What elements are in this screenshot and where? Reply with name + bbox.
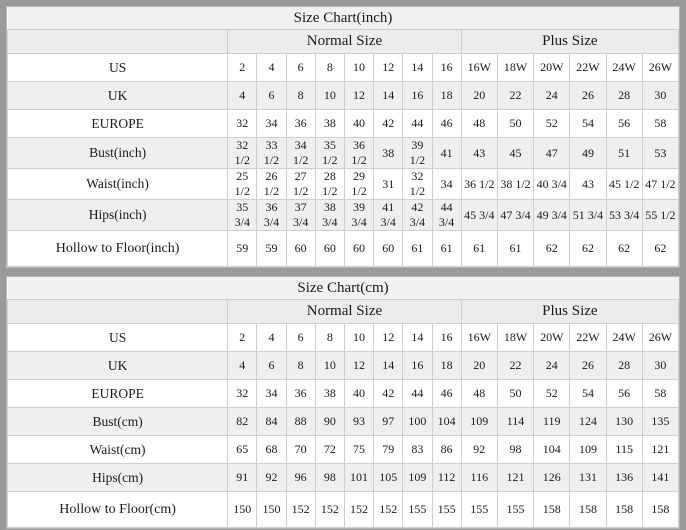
cell: 109 [570, 436, 606, 464]
cell: 30 [642, 352, 678, 380]
cell: 30 [642, 82, 678, 110]
row-label-uk: UK [8, 352, 228, 380]
cell: 60 [344, 231, 373, 267]
cell: 65 [228, 436, 257, 464]
cell: 38 [315, 110, 344, 138]
cell: 38 [374, 138, 403, 169]
cell: 16W [461, 54, 497, 82]
cell: 39 3/4 [344, 200, 373, 231]
cell: 84 [257, 408, 286, 436]
cell: 6 [286, 324, 315, 352]
cell: 72 [315, 436, 344, 464]
cell: 75 [344, 436, 373, 464]
cell: 155 [461, 492, 497, 528]
cell: 39 1/2 [403, 138, 432, 169]
cm-group-blank [8, 300, 228, 324]
cell: 14 [374, 82, 403, 110]
cell: 27 1/2 [286, 169, 315, 200]
table-row [8, 380, 679, 408]
cell: 40 [344, 380, 373, 408]
cell: 62 [642, 231, 678, 267]
table-row [8, 54, 679, 82]
cell: 61 [432, 231, 461, 267]
cell: 14 [403, 54, 432, 82]
cell: 24W [606, 54, 642, 82]
cell: 12 [374, 324, 403, 352]
cm-group-normal: Normal Size [228, 300, 462, 324]
cell: 40 [344, 110, 373, 138]
cell: 26 [570, 82, 606, 110]
cell: 10 [315, 82, 344, 110]
cell: 52 [534, 110, 570, 138]
cell: 18 [432, 82, 461, 110]
cell: 10 [315, 352, 344, 380]
cell: 4 [228, 82, 257, 110]
cell: 24 [534, 82, 570, 110]
cell: 109 [461, 408, 497, 436]
cell: 158 [642, 492, 678, 528]
cell: 4 [228, 352, 257, 380]
cell: 51 [606, 138, 642, 169]
cell: 16 [432, 324, 461, 352]
cell: 79 [374, 436, 403, 464]
cell: 59 [228, 231, 257, 267]
cell: 112 [432, 464, 461, 492]
cell: 50 [497, 380, 533, 408]
cell: 43 [570, 169, 606, 200]
cell: 61 [403, 231, 432, 267]
cell: 90 [315, 408, 344, 436]
cell: 116 [461, 464, 497, 492]
cell: 97 [374, 408, 403, 436]
cell: 29 1/2 [344, 169, 373, 200]
cell: 18W [497, 324, 533, 352]
inch-title: Size Chart(inch) [8, 7, 679, 30]
cell: 8 [315, 324, 344, 352]
cell: 41 [432, 138, 461, 169]
table-row [8, 138, 679, 169]
cell: 34 [432, 169, 461, 200]
cell: 49 [570, 138, 606, 169]
cell: 62 [570, 231, 606, 267]
cell: 152 [344, 492, 373, 528]
table-row [8, 408, 679, 436]
cell: 24W [606, 324, 642, 352]
cell: 61 [497, 231, 533, 267]
inch-group-normal: Normal Size [228, 30, 462, 54]
cell: 104 [534, 436, 570, 464]
cell: 42 3/4 [403, 200, 432, 231]
cell: 98 [315, 464, 344, 492]
row-label-hollow-to-floor: Hollow to Floor(inch) [8, 231, 228, 267]
cell: 25 1/2 [228, 169, 257, 200]
cell: 14 [403, 324, 432, 352]
cell: 20W [534, 324, 570, 352]
cell: 135 [642, 408, 678, 436]
size-chart-cm-table [7, 277, 679, 528]
row-label-uk: UK [8, 82, 228, 110]
cell: 92 [461, 436, 497, 464]
cell: 26W [642, 324, 678, 352]
table-row [8, 492, 679, 528]
cell: 20 [461, 82, 497, 110]
cell: 136 [606, 464, 642, 492]
cell: 155 [432, 492, 461, 528]
cell: 54 [570, 380, 606, 408]
row-label-us: US [8, 54, 228, 82]
cell: 22 [497, 82, 533, 110]
cell: 22 [497, 352, 533, 380]
cell: 40 3/4 [534, 169, 570, 200]
cell: 126 [534, 464, 570, 492]
cell: 26 [570, 352, 606, 380]
cell: 44 [403, 380, 432, 408]
cell: 91 [228, 464, 257, 492]
cell: 33 1/2 [257, 138, 286, 169]
cell: 58 [642, 380, 678, 408]
row-label-hips: Hips(cm) [8, 464, 228, 492]
cell: 61 [461, 231, 497, 267]
row-label-waist: Waist(cm) [8, 436, 228, 464]
table-row [8, 110, 679, 138]
table-row [8, 200, 679, 231]
cell: 152 [315, 492, 344, 528]
table-row [8, 464, 679, 492]
cell: 20 [461, 352, 497, 380]
cell: 37 3/4 [286, 200, 315, 231]
row-label-europe: EUROPE [8, 110, 228, 138]
cell: 10 [344, 324, 373, 352]
cell: 28 1/2 [315, 169, 344, 200]
row-label-europe: EUROPE [8, 380, 228, 408]
cell: 56 [606, 110, 642, 138]
cell: 60 [374, 231, 403, 267]
cell: 158 [570, 492, 606, 528]
row-label-hips: Hips(inch) [8, 200, 228, 231]
cell: 86 [432, 436, 461, 464]
cell: 44 [403, 110, 432, 138]
cell: 152 [374, 492, 403, 528]
cell: 58 [642, 110, 678, 138]
cell: 26W [642, 54, 678, 82]
cell: 47 [534, 138, 570, 169]
cell: 46 [432, 110, 461, 138]
cell: 115 [606, 436, 642, 464]
cell: 62 [534, 231, 570, 267]
cell: 12 [344, 352, 373, 380]
cell: 88 [286, 408, 315, 436]
cell: 50 [497, 110, 533, 138]
cell: 121 [642, 436, 678, 464]
cm-group-row [8, 300, 679, 324]
cell: 56 [606, 380, 642, 408]
cell: 60 [315, 231, 344, 267]
row-label-waist: Waist(inch) [8, 169, 228, 200]
cell: 48 [461, 380, 497, 408]
cell: 47 1/2 [642, 169, 678, 200]
table-row [8, 352, 679, 380]
cell: 12 [344, 82, 373, 110]
cell: 114 [497, 408, 533, 436]
cell: 48 [461, 110, 497, 138]
cell: 16W [461, 324, 497, 352]
cell: 119 [534, 408, 570, 436]
cell: 59 [257, 231, 286, 267]
cell: 38 [315, 380, 344, 408]
cell: 34 [257, 380, 286, 408]
cell: 16 [403, 352, 432, 380]
table-row [8, 169, 679, 200]
cell: 8 [315, 54, 344, 82]
cell: 158 [606, 492, 642, 528]
cell: 26 1/2 [257, 169, 286, 200]
cell: 121 [497, 464, 533, 492]
cell: 130 [606, 408, 642, 436]
inch-group-blank [8, 30, 228, 54]
cm-group-plus: Plus Size [461, 300, 678, 324]
table-row [8, 436, 679, 464]
table-row [8, 231, 679, 267]
cell: 49 3/4 [534, 200, 570, 231]
cell: 45 3/4 [461, 200, 497, 231]
cm-title-row [8, 277, 679, 300]
row-label-us: US [8, 324, 228, 352]
cell: 83 [403, 436, 432, 464]
cell: 20W [534, 54, 570, 82]
cell: 36 [286, 110, 315, 138]
cell: 101 [344, 464, 373, 492]
cell: 55 1/2 [642, 200, 678, 231]
cell: 124 [570, 408, 606, 436]
size-chart-inch [6, 6, 680, 268]
cell: 28 [606, 82, 642, 110]
cell: 109 [403, 464, 432, 492]
cell: 32 [228, 110, 257, 138]
cell: 2 [228, 324, 257, 352]
cell: 32 1/2 [403, 169, 432, 200]
cell: 18 [432, 352, 461, 380]
cell: 24 [534, 352, 570, 380]
cell: 96 [286, 464, 315, 492]
cell: 38 3/4 [315, 200, 344, 231]
cm-title: Size Chart(cm) [8, 277, 679, 300]
cell: 38 1/2 [497, 169, 533, 200]
inch-group-row [8, 30, 679, 54]
cell: 32 1/2 [228, 138, 257, 169]
cell: 62 [606, 231, 642, 267]
row-label-hollow-to-floor: Hollow to Floor(cm) [8, 492, 228, 528]
cell: 158 [534, 492, 570, 528]
cell: 152 [286, 492, 315, 528]
table-row [8, 82, 679, 110]
table-row [8, 324, 679, 352]
cell: 16 [432, 54, 461, 82]
cell: 54 [570, 110, 606, 138]
cell: 100 [403, 408, 432, 436]
cell: 53 3/4 [606, 200, 642, 231]
cell: 31 [374, 169, 403, 200]
cell: 35 3/4 [228, 200, 257, 231]
cell: 8 [286, 82, 315, 110]
cell: 32 [228, 380, 257, 408]
cell: 131 [570, 464, 606, 492]
cell: 43 [461, 138, 497, 169]
cell: 36 [286, 380, 315, 408]
cell: 41 3/4 [374, 200, 403, 231]
cell: 47 3/4 [497, 200, 533, 231]
inch-group-plus: Plus Size [461, 30, 678, 54]
cell: 82 [228, 408, 257, 436]
row-label-bust: Bust(inch) [8, 138, 228, 169]
size-chart-cm [6, 276, 680, 529]
row-label-bust: Bust(cm) [8, 408, 228, 436]
cell: 36 3/4 [257, 200, 286, 231]
cell: 45 [497, 138, 533, 169]
cell: 36 1/2 [344, 138, 373, 169]
cell: 35 1/2 [315, 138, 344, 169]
cell: 150 [257, 492, 286, 528]
cell: 45 1/2 [606, 169, 642, 200]
cell: 2 [228, 54, 257, 82]
cell: 6 [286, 54, 315, 82]
cell: 52 [534, 380, 570, 408]
cell: 150 [228, 492, 257, 528]
cell: 34 [257, 110, 286, 138]
cell: 98 [497, 436, 533, 464]
cell: 92 [257, 464, 286, 492]
cell: 46 [432, 380, 461, 408]
cell: 34 1/2 [286, 138, 315, 169]
cell: 155 [497, 492, 533, 528]
cm-body [8, 277, 679, 528]
cell: 4 [257, 54, 286, 82]
cell: 68 [257, 436, 286, 464]
cell: 16 [403, 82, 432, 110]
cell: 42 [374, 110, 403, 138]
cell: 93 [344, 408, 373, 436]
cell: 8 [286, 352, 315, 380]
cell: 155 [403, 492, 432, 528]
cell: 22W [570, 324, 606, 352]
size-chart-inch-table [7, 7, 679, 267]
inch-title-row [8, 7, 679, 30]
cell: 4 [257, 324, 286, 352]
cell: 70 [286, 436, 315, 464]
cell: 44 3/4 [432, 200, 461, 231]
cell: 18W [497, 54, 533, 82]
cell: 10 [344, 54, 373, 82]
cell: 105 [374, 464, 403, 492]
inch-body [8, 7, 679, 267]
cell: 141 [642, 464, 678, 492]
cell: 12 [374, 54, 403, 82]
cell: 53 [642, 138, 678, 169]
cell: 60 [286, 231, 315, 267]
cell: 6 [257, 352, 286, 380]
cell: 14 [374, 352, 403, 380]
cell: 36 1/2 [461, 169, 497, 200]
cell: 6 [257, 82, 286, 110]
cell: 42 [374, 380, 403, 408]
cell: 104 [432, 408, 461, 436]
cell: 51 3/4 [570, 200, 606, 231]
cell: 28 [606, 352, 642, 380]
cell: 22W [570, 54, 606, 82]
